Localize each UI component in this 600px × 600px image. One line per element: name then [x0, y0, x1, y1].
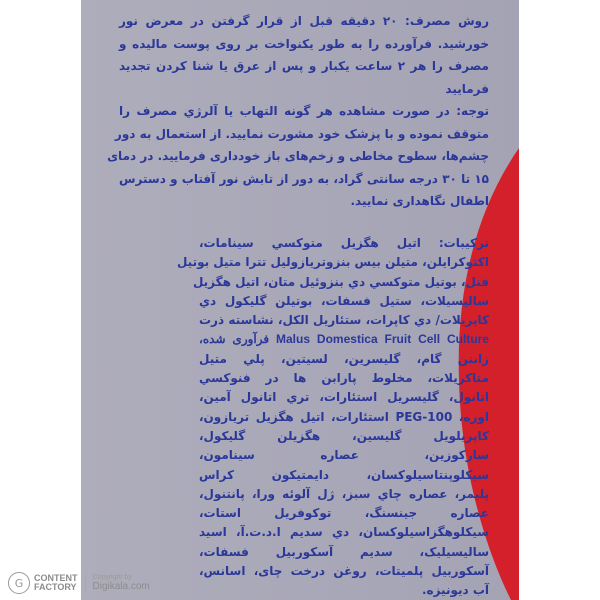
watermark-brand-line2: FACTORY — [34, 582, 77, 592]
warning-line: متوقف نموده و با پزشک خود مشورت نمایید. از استعمال به دور — [114, 126, 489, 141]
watermark-copyright: Copyright by — [92, 574, 132, 581]
warning-line: اطفال نگاهداری نمایید. — [350, 194, 489, 208]
usage-line: فرمایید — [445, 81, 489, 96]
ingredients-line: Malus Domestica Fruit Cell Culture فرآوری شده، — [199, 332, 490, 347]
warning-line: توجه: در صورت مشاهده هر گونه التهاب یا آلرژي مصرف را — [119, 104, 489, 118]
usage-instructions — [107, 10, 489, 213]
ingredients-line: عصاره جینسنگ، توکوفریل استات، — [199, 506, 489, 521]
ingredients-line: کاپریلویل گلیسین، هگزیلن گلیکول، — [199, 428, 489, 443]
ingredients-line: آب دیونیزه. — [421, 583, 489, 598]
ingredients-line: اکتوکرایلن، متیلن بیس بنزوتریازولیل تترا متیل بوتیل — [176, 255, 489, 270]
ingredients-line: سیکلوپنتاسیلوکسان، دایمتیکون کراس — [199, 467, 489, 482]
ingredients-line: اتانول، گلیسریل استئارات، تري اتانول آمین، — [199, 390, 489, 405]
usage-line: خورشید. فرآورده را به طور یکنواخت بر روی پوست مالیده و — [119, 36, 489, 51]
watermark-divider — [85, 573, 86, 593]
ingredients-line: سیکلوهگزاسیلوکسان، دي سدیم ا.د.ت.آ، اسید — [199, 525, 489, 540]
ingredients-line: اوره، PEG-100 استئارات، اتیل هگزیل تریازون، — [199, 409, 489, 424]
ingredients-line: ترکیبات: اتیل هگزیل متوکسي سینامات، — [199, 236, 489, 250]
ingredients-line: پلیمر، عصاره چاي سبز، ژل آلوئه ورا، پانتنول، — [199, 486, 489, 501]
watermark-brand-line1: CONTENT — [34, 573, 78, 583]
warning-line: چشم‌ها، سطوح مخاطی و زخم‌های باز خودداری فرمایید. در دمای — [107, 149, 489, 163]
ingredients-line: سارکوزین، عصاره سینامون، — [199, 448, 489, 463]
ingredients-list — [176, 234, 490, 600]
warning-line: ۱۵ تا ۳۰ درجه سانتی گراد، به دور از تابش نور آفتاب و دسترس — [119, 171, 489, 186]
content-factory-logo-icon: G — [8, 572, 30, 594]
ingredients-line: سالیسیلیک، سدیم آسکوربیل فسفات، — [199, 544, 489, 559]
ingredients-line: سالیسیلات، ستیل فسفات، بوتیلن گلیکول دي — [199, 293, 489, 308]
ingredients-line: کاپریلات/ دي کاپرات، ستئاریل الکل، نشاسته ذرت — [199, 313, 489, 328]
product-box-panel — [81, 0, 519, 600]
watermark — [8, 572, 150, 594]
ingredients-line: متاکریلات، مخلوط پارابن ها در فنوکسي — [199, 371, 489, 386]
ingredients-line: آسکوربیل پلمیتات، روغن درخت چای، اسانس، — [199, 564, 489, 579]
ingredients-line: زانتن گام، گلیسرین، لسیتین، پلي متیل — [199, 351, 489, 366]
usage-line: روش مصرف: ۲۰ دقیقه قبل از قرار گرفتن در معرض نور — [119, 14, 489, 28]
ingredients-line: فنل، بوتیل متوکسي دي بنزوئیل متان، اتیل هگزیل — [192, 274, 489, 289]
watermark-site: Digikala.com — [92, 581, 150, 592]
usage-line: مصرف را هر ۲ ساعت یکبار و پس از عرق یا شنا کردن تجدید — [119, 59, 489, 73]
watermark-brand — [34, 574, 78, 592]
